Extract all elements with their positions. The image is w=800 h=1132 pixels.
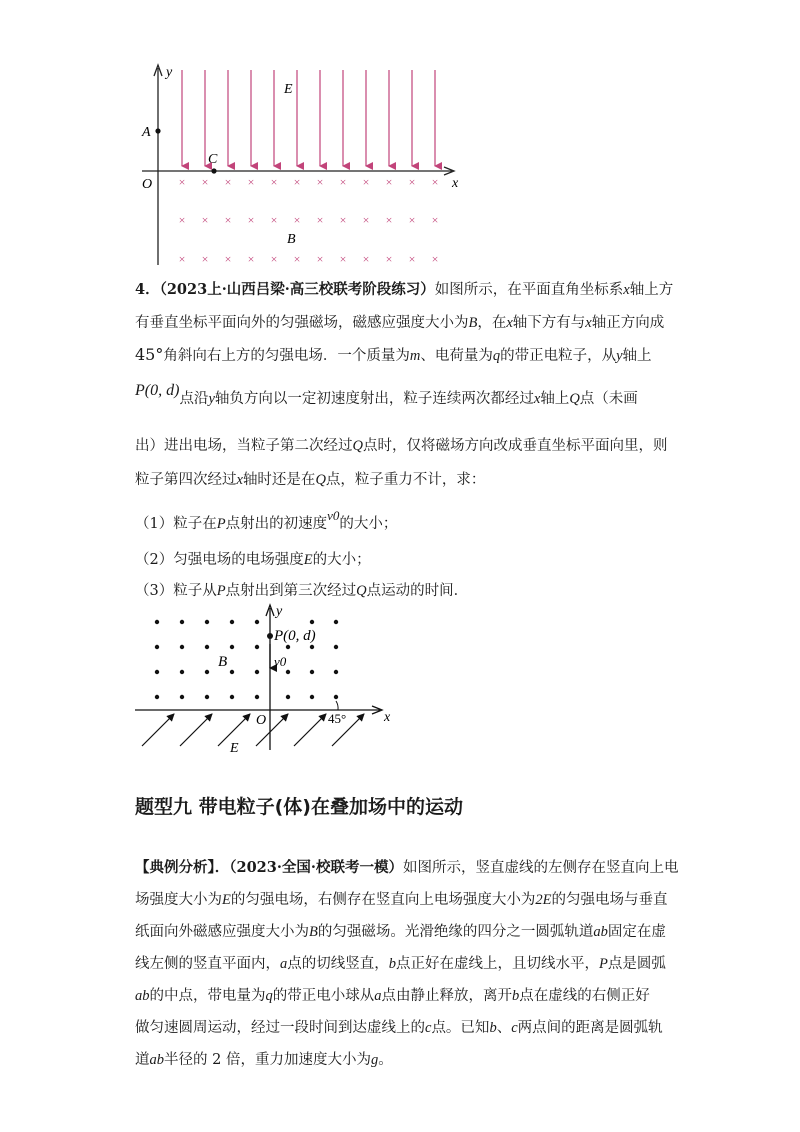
field-dot [180, 695, 184, 699]
q4-line-1: 4．（2023上·山西吕梁·高三校联考阶段练习）如图所示，在平面直角坐标系x轴上方 [135, 281, 674, 298]
origin-label: O [142, 177, 153, 192]
field-cross: × [431, 252, 439, 266]
field-cross: × [362, 175, 370, 189]
field-dot [205, 645, 209, 649]
field-cross: × [293, 175, 301, 189]
electric-field-arrows [182, 70, 435, 166]
field-dot [230, 670, 234, 674]
x-axis-label: x [384, 710, 391, 725]
angle-label: 45° [328, 711, 347, 726]
p-coordinate: P(0, d) [135, 382, 180, 399]
field-cross: × [201, 175, 209, 189]
field-dot [310, 670, 314, 674]
field-dot [310, 620, 314, 624]
field-dot [180, 645, 184, 649]
field-cross: × [339, 175, 347, 189]
figure-2 [130, 600, 400, 755]
field-dot [334, 645, 338, 649]
q4-subquestion-3: （3）粒子从P点射出到第三次经过Q点运动的时间． [135, 583, 469, 599]
field-arrow [142, 714, 174, 746]
example-line-2: 场强度大小为E的匀强电场，右侧存在竖直向上电场强度大小为2E的匀强电场与垂直 [135, 892, 668, 908]
field-cross: × [316, 252, 324, 266]
field-dot [310, 695, 314, 699]
field-arrow [180, 714, 212, 746]
y-axis-label: y [276, 604, 283, 619]
point-a-label: A [142, 125, 151, 140]
field-cross: × [362, 213, 370, 227]
field-cross: × [316, 213, 324, 227]
field-dot [155, 695, 159, 699]
field-cross: × [362, 252, 370, 266]
field-dot [230, 645, 234, 649]
field-b-label: B [218, 654, 228, 670]
field-cross: × [270, 213, 278, 227]
field-cross: × [293, 213, 301, 227]
field-cross: × [178, 213, 186, 227]
field-dot [180, 670, 184, 674]
point-c-label: C [208, 152, 218, 167]
field-dot [255, 620, 259, 624]
field-cross: × [385, 213, 393, 227]
field-dot [334, 620, 338, 624]
example-line-4: 线左侧的竖直平面内，a点的切线竖直，b点正好在虚线上，且切线水平，P点是圆弧 [135, 956, 666, 972]
field-cross: × [385, 252, 393, 266]
magnetic-field-crosses [179, 175, 439, 266]
field-cross: × [247, 252, 255, 266]
field-cross: × [224, 252, 232, 266]
field-cross: × [224, 175, 232, 189]
field-cross: × [178, 252, 186, 266]
field-dot [286, 645, 290, 649]
field-e-label: E [284, 82, 293, 97]
field-b-label: B [287, 232, 296, 247]
field-dot [255, 645, 259, 649]
field-cross: × [339, 213, 347, 227]
field-dot [155, 620, 159, 624]
field-cross: × [408, 175, 416, 189]
q4-line-3: 45°角斜向右上方的匀强电场．一个质量为m、电荷量为q的带正电粒子，从y轴上 [135, 345, 652, 364]
field-dot [286, 695, 290, 699]
example-line-6: 做匀速圆周运动，经过一段时间到达虚线上的c点。已知b、c两点间的距离是圆弧轨 [135, 1020, 663, 1036]
field-dot [230, 695, 234, 699]
field-cross: × [431, 175, 439, 189]
field-dot [155, 645, 159, 649]
point-a [155, 128, 160, 133]
field-cross: × [201, 252, 209, 266]
field-arrow [294, 714, 326, 746]
field-cross: × [431, 213, 439, 227]
field-cross: × [201, 213, 209, 227]
field-cross: × [224, 213, 232, 227]
field-cross: × [270, 252, 278, 266]
field-dot [205, 670, 209, 674]
field-cross: × [178, 175, 186, 189]
field-cross: × [408, 213, 416, 227]
q4-subquestion-2: （2）匀强电场的电场强度E的大小； [135, 552, 371, 568]
field-dot [155, 670, 159, 674]
point-p-label: P(0, d) [274, 628, 316, 644]
field-cross: × [270, 175, 278, 189]
field-dot [255, 670, 259, 674]
q4-line-2: 有垂直坐标平面向外的匀强磁场，磁感应强度大小为B，在x轴下方有与x轴正方向成 [135, 315, 665, 331]
field-dot [310, 645, 314, 649]
field-cross: × [385, 175, 393, 189]
field-cross: × [247, 175, 255, 189]
velocity-label: v0 [274, 654, 287, 669]
field-cross: × [408, 252, 416, 266]
field-dot [205, 620, 209, 624]
field-cross: × [316, 175, 324, 189]
field-e-label: E [230, 741, 239, 755]
q4-line-6: 粒子第四次经过x轴时还是在Q点，粒子重力不计，求： [135, 472, 486, 488]
field-dot [334, 670, 338, 674]
field-dot [230, 620, 234, 624]
y-axis-label: y [166, 65, 173, 80]
field-dot [286, 670, 290, 674]
example-line-5: ab的中点，带电量为q的带正电小球从a点由静止释放，离开b点在虚线的右侧正好 [135, 988, 650, 1004]
q4-line-4: P(0, d)点沿y轴负方向以一定初速度射出，粒子连续两次都经过x轴上Q点（未画 [135, 382, 638, 407]
field-dot [180, 620, 184, 624]
point-c [211, 168, 216, 173]
field-cross: × [339, 252, 347, 266]
point-p [267, 633, 273, 639]
field-dot [205, 695, 209, 699]
x-axis-label: x [452, 176, 459, 191]
example-line-7: 道ab半径的 2 倍，重力加速度大小为g。 [135, 1052, 393, 1068]
q4-subquestion-1: （1）粒子在P点射出的初速度v0的大小； [135, 508, 398, 532]
field-dot [255, 695, 259, 699]
section-title: 题型九 带电粒子(体)在叠加场中的运动 [135, 796, 463, 818]
field-dot [334, 695, 338, 699]
field-cross: × [293, 252, 301, 266]
q4-line-5: 出）进出电场，当粒子第二次经过Q点时，仅将磁场方向改成垂直坐标平面向里，则 [135, 438, 668, 454]
example-line-3: 纸面向外磁感应强度大小为B的匀强磁场。光滑绝缘的四分之一圆弧轨道ab固定在虚 [135, 924, 666, 940]
origin-label: O [256, 713, 267, 728]
figure-1 [130, 60, 470, 270]
field-cross: × [247, 213, 255, 227]
example-line-1: 【典例分析】．（2023·全国·校联考一模）如图所示，竖直虚线的左侧存在竖直向上电 [135, 859, 679, 876]
